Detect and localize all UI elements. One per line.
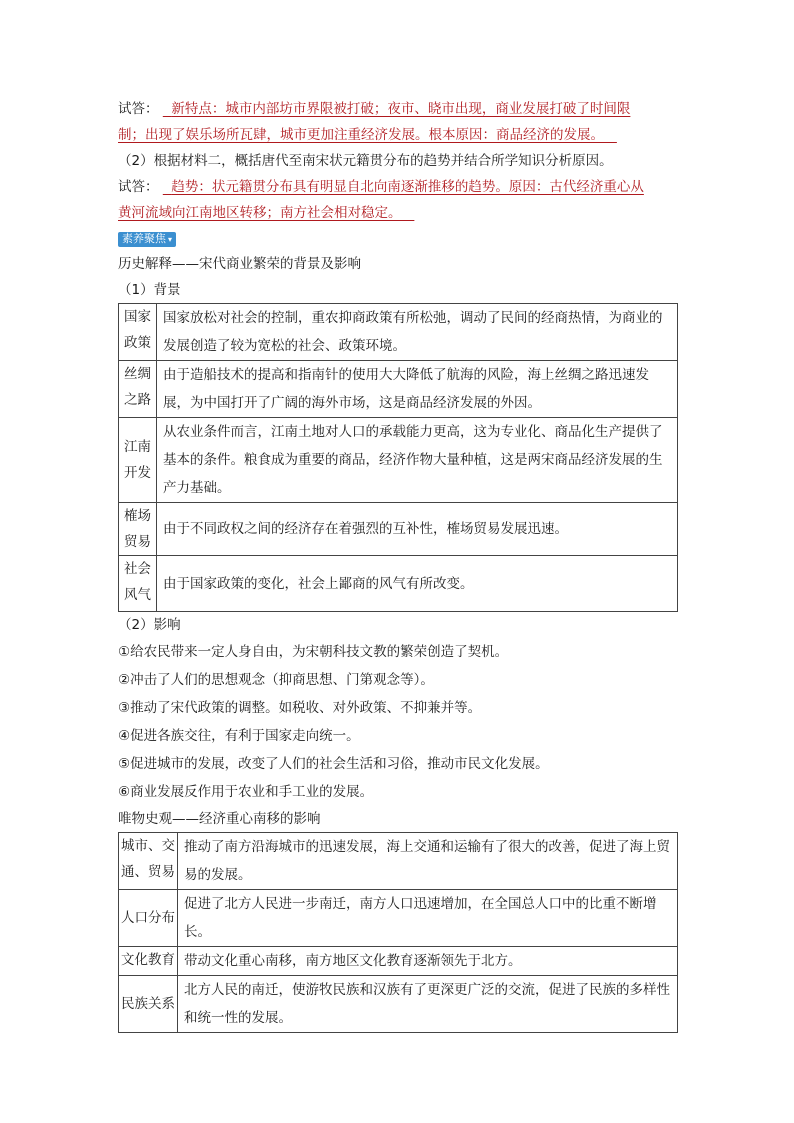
row-label: 社会风气 (119, 556, 157, 612)
q2-answer-line-1 (118, 174, 678, 200)
row-text: 北方人民的南迁，使游牧民族和汉族有了更深更广泛的交流，促进了民族的多样性和统一性的发展。 (178, 976, 678, 1033)
table-row (119, 304, 678, 361)
row-label: 文化教育 (119, 947, 178, 976)
row-label: 人口分布 (119, 890, 178, 947)
section1-subtitle-impact: （2）影响 (118, 617, 181, 633)
table-row (119, 833, 678, 890)
row-text: 国家放松对社会的控制，重农抑商政策有所松弛，调动了民间的经商热情，为商业的发展创造了较为宽松的社会、政策环境。 (157, 304, 678, 361)
row-label: 民族关系 (119, 976, 178, 1033)
row-text: 由于造船技术的提高和指南针的使用大大降低了航海的风险，海上丝绸之路迅速发展，为中国打开了广阔的海外市场，这是商品经济发展的外因。 (157, 361, 678, 418)
row-label: 榷场贸易 (119, 503, 157, 556)
q1-answer-line-1 (118, 96, 678, 122)
badge-row (118, 226, 678, 251)
row-text: 由于不同政权之间的经济存在着强烈的互补性，榷场贸易发展迅速。 (157, 503, 678, 556)
row-label: 城市、交通、贸易 (119, 833, 178, 890)
literacy-focus-badge: 素养聚焦 ▾ (118, 232, 176, 247)
q1-answer-text-2: 制；出现了娱乐场所瓦肆，城市更加注重经济发展。根本原因：商品经济的发展。 (118, 127, 604, 143)
chevron-down-icon: ▾ (168, 235, 173, 244)
list-item: ②冲击了人们的思想观念（抑商思想、门第观念等）。 (118, 672, 434, 688)
q1-answer-line-2 (118, 122, 678, 148)
table-row (119, 976, 678, 1033)
list-item: ③推动了宋代政策的调整。如税收、对外政策、不抑兼并等。 (118, 700, 482, 716)
row-text: 从农业条件而言，江南土地对人口的承载能力更高，这为专业化、商品化生产提供了基本的条件。粮食成为重要的商品，经济作物大量种植，这是两宋商品经济发展的生产力基础。 (157, 418, 678, 503)
q1-answer-text-1: 新特点：城市内部坊市界限被打破；夜市、晓市出现，商业发展打破了时间限 (171, 101, 631, 117)
list-item: ①给农民带来一定人身自由，为宋朝科技文教的繁荣创造了契机。 (118, 644, 509, 660)
row-label: 丝绸之路 (119, 361, 157, 418)
q2-answer-line-2 (118, 200, 678, 226)
row-text: 由于国家政策的变化，社会上鄙商的风气有所改变。 (157, 556, 678, 612)
table-row (119, 361, 678, 418)
list-item: ④促进各族交往，有利于国家走向统一。 (118, 728, 360, 744)
table-row (119, 503, 678, 556)
row-text: 推动了南方沿海城市的迅速发展，海上交通和运输有了很大的改善，促进了海上贸易的发展。 (178, 833, 678, 890)
row-text: 带动文化重心南移，南方地区文化教育逐渐领先于北方。 (178, 947, 678, 976)
q2-answer-prefix: 试答： (118, 179, 159, 195)
section1-subtitle-background: （1）背景 (118, 282, 181, 298)
table-row (119, 556, 678, 612)
list-item: ⑤促进城市的发展，改变了人们的社会生活和习俗，推动市民文化发展。 (118, 756, 549, 772)
table-row (119, 890, 678, 947)
row-label: 江南开发 (119, 418, 157, 503)
q2-question: （2）根据材料二，概括唐代至南宋状元籍贯分布的趋势并结合所学知识分析原因。 (118, 153, 613, 169)
row-label: 国家政策 (119, 304, 157, 361)
q1-answer-prefix: 试答： (118, 101, 159, 117)
table-row (119, 418, 678, 503)
q2-answer-text-2: 黄河流域向江南地区转移；南方社会相对稳定。 (118, 205, 402, 221)
southward-shift-table (118, 832, 678, 1033)
q2-answer-text-1: 趋势：状元籍贯分布具有明显自北向南逐渐推移的趋势。原因：古代经济重心从 (171, 179, 644, 195)
section1-title: 历史解释——宋代商业繁荣的背景及影响 (118, 256, 361, 272)
section2-title: 唯物史观——经济重心南移的影响 (118, 811, 321, 827)
row-text: 促进了北方人民进一步南迁，南方人口迅速增加，在全国总人口中的比重不断增长。 (178, 890, 678, 947)
table-row (119, 947, 678, 976)
list-item: ⑥商业发展反作用于农业和手工业的发展。 (118, 784, 374, 800)
document-page (118, 96, 678, 1033)
background-table (118, 303, 678, 612)
